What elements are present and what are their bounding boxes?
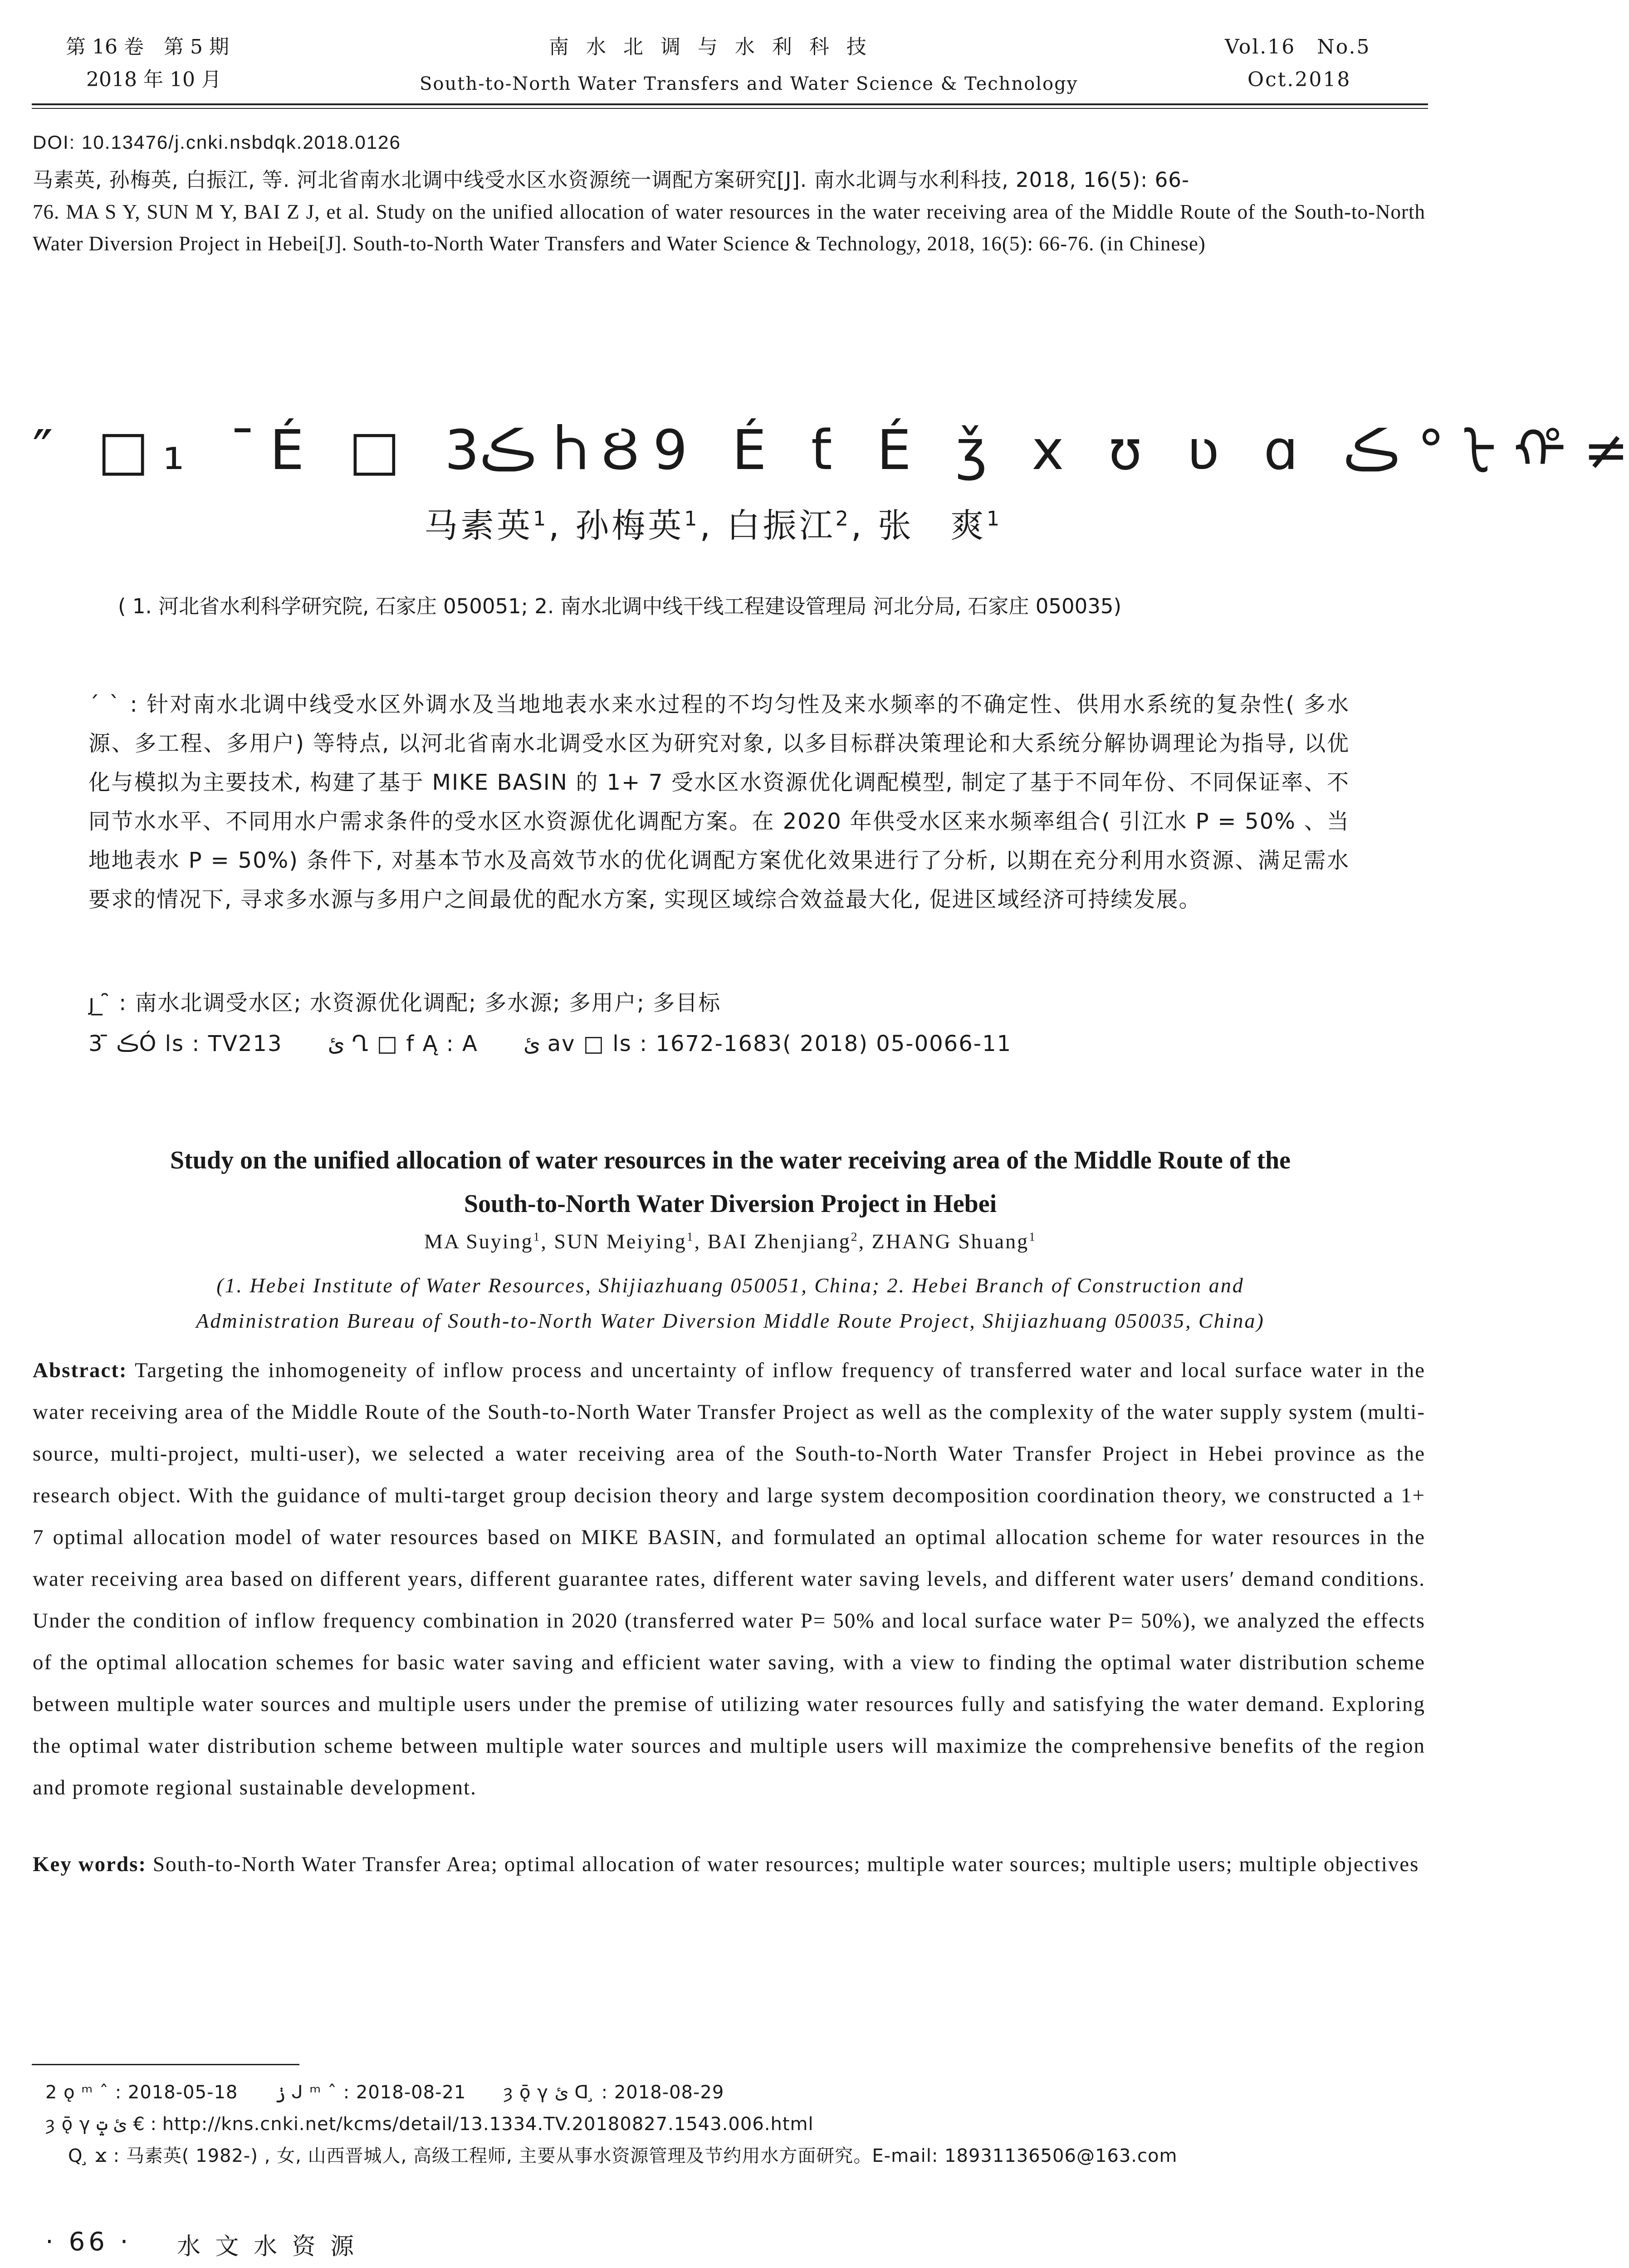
footnote-url: ȝ ǭ γ ئ ݓ € : http://kns.cnki.net/kcms/detail/13.1334.TV.20180827.1543.006.html [45, 2114, 814, 2135]
affiliation-en [32, 1268, 1429, 1339]
header-volume-en: Vol.16 No.5 [1225, 35, 1371, 59]
affiliation-cn: ( 1. 河北省水利科学研究院, 石家庄 050051; 2. 南水北调中线干线工程建设管理局 河北分局, 石家庄 050035) [118, 594, 1122, 618]
paper-title-en-line2: South-to-North Water Diversion Project in Hebei [464, 1190, 997, 1218]
affiliation-en-line2: Administration Bureau of South-to-North Water Diversion Middle Route Project, Shijiazhuang 050035, China) [196, 1309, 1265, 1332]
citation-en: 76. MA S Y, SUN M Y, BAI Z J, et al. Study on the unified allocation of water resources in the water receiving area of the Middle Route of the South-to-North Water Diversion Project in Hebei[J]. South-to-North Water Transfers and Water Science & Technology, 2018, 16(5): 66-76. (in Chinese) [33, 200, 1425, 255]
page-number: · 66 · [45, 2227, 132, 2257]
author-en-2: SUN Meiying$^1$, [554, 1229, 708, 1253]
keywords-en [33, 1843, 1425, 1885]
keywords-en-text: South-to-North Water Transfer Area; optimal allocation of water resources; multiple water sources; multiple users; multiple objectives [152, 1853, 1419, 1876]
keywords-cn-label: ȷ ̲ ̑ : [88, 990, 127, 1016]
abstract-cn-label: ˊ ˋ : [88, 692, 138, 717]
author-cn-4: 张 爽$^1$ [877, 506, 1003, 545]
citation-cn: 马素英, 孙梅英, 白振江, 等. 河北省南水北调中线受水区水资源统一调配方案研究[J]. 南水北调与水利科技, 2018, 16(5): 66- [33, 168, 1190, 192]
doi: DOI: 10.13476/j.cnki.nsbdqk.2018.0126 [33, 132, 401, 153]
header-rule-thin [32, 108, 1428, 109]
abstract-cn-text: 针对南水北调中线受水区外调水及当地地表水来水过程的不均匀性及来水频率的不确定性、供用水系统的复杂性( 多水源、多工程、多用户) 等特点, 以河北省南水北调受水区为研究对象, 以多目标群决策理论和大系统分解协调理论为指导, 以优化与模拟为主要技术, 构建了基于 MIKE BASIN 的 1+ 7 受水区水资源优化调配模型, 制定了基于不同年份、不同保证率、不同节水水平、不同用水户需求条件的受水区水资源优化调配方案。在 2020 年供受水区来水频率组合( 引江水 P = 50% 、当地地表水 P = 50%) 条件下, 对基本节水及高效节水的优化调配方案优化效果进行了分析, 以期在充分利用水资源、满足需水要求的情况下, 寻求多水源与多用户之间最优的配水方案, 实现区域综合效益最大化, 促进区域经济可持续发展。 [88, 692, 1350, 912]
abstract-en-text: Targeting the inhomogeneity of inflow process and uncertainty of inflow frequency of transferred water and local surface water in the water receiving area of the Middle Route of the South-to-North Water Transfer Project as well as the complexity of the water supply system (multi-source, multi-project, multi-user), we selected a water receiving area of the South-to-North Water Transfer Project in Hebei province as the research object. With the guidance of multi-target group decision theory and large system decomposition coordination theory, we constructed a 1+ 7 optimal allocation model of water resources based on MIKE BASIN, and formulated an optimal allocation scheme for water resources in the water receiving area based on different years, different guarantee rates, different water saving levels, and different water users′ demand conditions. Under the condition of inflow frequency combination in 2020 (transferred water P= 50% and local surface water P= 50%), we analyzed the effects of the optimal allocation schemes for basic water saving and efficient water saving, with a view to finding the optimal water distribution scheme between multiple water sources and multiple users under the premise of utilizing water resources fully and satisfying the water demand. Exploring the optimal water distribution scheme between multiple water sources and multiple users will maximize the comprehensive benefits of the region and promote regional sustainable development. [33, 1359, 1426, 1799]
author-en-3: BAI Zhenjiang$^2$, [707, 1229, 872, 1253]
authors-en [32, 1229, 1429, 1253]
author-cn-3: 白振江$^2$, [726, 506, 878, 545]
header-date-en: Oct.2018 [1247, 68, 1351, 91]
keywords-cn [88, 985, 721, 1017]
author-cn-2: 孙梅英$^1$, [575, 506, 727, 545]
author-en-1: MA Suying$^1$, [424, 1229, 554, 1253]
page-section-label: 水 文 水 资 源 [177, 2233, 358, 2260]
abstract-en [33, 1349, 1425, 1809]
footnote-author-bio: Q ̧ ϫ : 马素英( 1982-) , 女, 山西晋城人, 高级工程师, 主要从事水资源管理及节约用水方面研究。E-mail: 18931136506@163.com [68, 2146, 1178, 2166]
header-date-cn: 2018 年 10 月 [86, 68, 221, 91]
footnote-dates: 2 ǫ ᵐ ˆ : 2018-05-18 ݫ ᒍ ᵐ ˆ : 2018-08-21 ȝ ǭ γ ئ ᗡ ̧ : 2018-08-29 [45, 2082, 724, 2103]
keywords-cn-text: 南水北调受水区; 水资源优化调配; 多水源; 多用户; 多目标 [135, 990, 721, 1016]
header-journal-en: South-to-North Water Transfers and Water Science & Technology [420, 73, 1078, 94]
author-cn-1: 马素英$^1$, [424, 506, 576, 545]
paper-title-cn-garbled: ″ □₁ ¯É □ ڪ3 ႹȢ9 É ƭ É ǯ x ʊ ʋ ɑ ڪ ° ᡶ ᡥ ≠ [33, 419, 1629, 482]
abstract-en-label: Abstract: [33, 1359, 127, 1382]
classification-line: 3 ̄ ڪÓ ls : TV213 ئ Ղ □ f Ą : A ئ av □ ls : 1672-1683( 2018) 05-0066-11 [88, 1031, 1012, 1056]
header-journal-cn: 南 水 北 调 与 水 利 科 技 [549, 35, 872, 59]
header-volume-cn: 第 16 卷 第 5 期 [66, 35, 229, 59]
paper-title-en [32, 1139, 1429, 1226]
affiliation-en-line1: (1. Hebei Institute of Water Resources, Shijiazhuang 050051, China; 2. Hebei Branch of Construction and [216, 1274, 1244, 1297]
authors-cn [424, 499, 1002, 547]
abstract-cn [88, 685, 1350, 919]
author-en-4: ZHANG Shuang$^1$ [871, 1229, 1037, 1253]
paper-title-en-line1: Study on the unified allocation of water resources in the water receiving area of the Middle Route of the [170, 1146, 1291, 1174]
footnote-rule [32, 2064, 299, 2065]
header-rule [32, 103, 1428, 105]
keywords-en-label: Key words: [33, 1853, 147, 1876]
